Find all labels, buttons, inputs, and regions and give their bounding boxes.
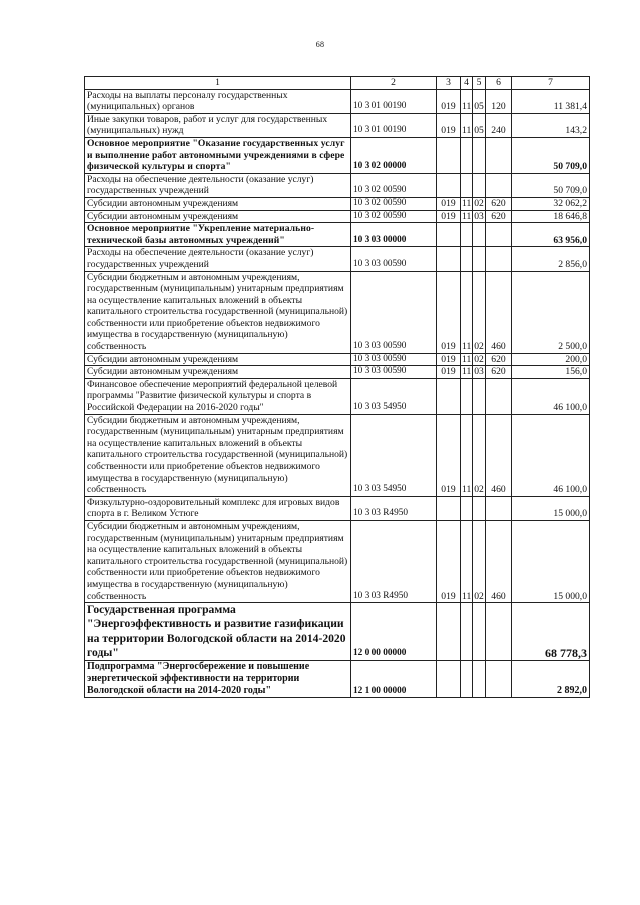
row-col-4: 11 — [462, 353, 472, 365]
row-col-6: 120 — [486, 89, 512, 113]
row-col-3 — [437, 660, 461, 697]
row-col-4: 11 — [462, 366, 472, 378]
row-col-4 — [461, 378, 473, 414]
row-amount: 63 956,0 — [512, 223, 590, 247]
row-label: Иные закупки товаров, работ и услуг для государственных (муниципальных) нужд — [85, 113, 351, 137]
row-col-6 — [486, 603, 512, 661]
row-col-3: 019 — [437, 520, 461, 602]
row-col-5 — [473, 378, 486, 414]
row-col-4: 11 — [461, 520, 473, 602]
row-amount: 46 100,0 — [512, 378, 590, 414]
table-row — [85, 414, 590, 496]
row-code: 10 3 02 00000 — [351, 137, 437, 173]
row-code: 12 1 00 00000 — [351, 660, 437, 697]
row-col-6 — [486, 173, 512, 197]
table-row — [85, 137, 590, 173]
row-col-6 — [486, 496, 512, 520]
row-amount: 50 709,0 — [512, 173, 590, 197]
row-label: Субсидии бюджетным и автономным учреждениям, государственным (муниципальным) унитарным предприятиям на осуществление капитальных вложений в объекты капитального строительства государственной (муниципальной) собственности или приобретение объектов недвижимого имущества в государственную (муниципальную) собственность — [85, 271, 351, 353]
row-code: 10 3 03 R4950 — [351, 520, 437, 602]
row-label: Субсидии бюджетным и автономным учреждениям, государственным (муниципальным) унитарным предприятиям на осуществление капитальных вложений в объекты капитального строительства государственной (муниципальной) собственности или приобретение объектов недвижимого имущества в государственную (муниципальную) собственность — [85, 520, 351, 602]
row-code: 10 3 02 00590 — [351, 197, 437, 210]
header-col-6: 6 — [486, 77, 512, 90]
row-col-6: 620 — [486, 366, 512, 379]
table-row — [85, 247, 590, 271]
row-amount: 18 646,8 — [512, 210, 590, 223]
row-amount: 32 062,2 — [512, 197, 590, 210]
row-col-6: 460 — [486, 414, 512, 496]
header-col-1: 1 — [85, 77, 351, 90]
row-code: 10 3 01 00190 — [351, 113, 437, 137]
row-col-5 — [473, 496, 486, 520]
row-col-5 — [473, 660, 486, 697]
row-amount: 2 500,0 — [512, 271, 590, 353]
row-code: 10 3 03 00590 — [351, 366, 437, 379]
row-amount: 15 000,0 — [512, 520, 590, 602]
budget-table — [84, 76, 590, 698]
row-label: Расходы на обеспечение деятельности (оказание услуг) государственных учреждений — [85, 247, 351, 271]
row-label: Финансовое обеспечение мероприятий федеральной целевой программы "Развитие физической культуры и спорта в Российской Федерации на 2016-2020 годы" — [85, 378, 351, 414]
row-amount: 156,0 — [512, 366, 590, 379]
table-row — [85, 353, 590, 366]
row-col-4: 11 — [462, 210, 472, 222]
row-col-5: 03 — [474, 210, 484, 222]
row-col-3 — [437, 496, 461, 520]
table-row — [85, 496, 590, 520]
row-col-6 — [486, 378, 512, 414]
row-label: Субсидии автономным учреждениям — [85, 353, 351, 366]
row-col-4: 11 — [461, 271, 473, 353]
table-row — [85, 113, 590, 137]
row-col-4 — [461, 247, 473, 271]
row-amount: 46 100,0 — [512, 414, 590, 496]
row-col-6: 460 — [486, 271, 512, 353]
row-col-3: 019 — [437, 113, 461, 137]
row-col-6 — [486, 247, 512, 271]
row-code: 10 3 02 00590 — [351, 173, 437, 197]
row-amount: 200,0 — [512, 353, 590, 366]
header-col-4: 4 — [461, 77, 473, 90]
row-col-6: 620 — [486, 197, 512, 210]
row-col-6: 460 — [486, 520, 512, 602]
row-col-4 — [461, 496, 473, 520]
header-col-5: 5 — [473, 77, 486, 90]
row-col-5 — [473, 137, 486, 173]
table-row — [85, 520, 590, 602]
row-col-3 — [437, 223, 461, 247]
table-row — [85, 223, 590, 247]
row-col-4 — [461, 223, 473, 247]
row-col-5: 05 — [473, 113, 486, 137]
row-code: 10 3 03 00590 — [351, 247, 437, 271]
row-code: 10 3 01 00190 — [351, 89, 437, 113]
row-col-6: 240 — [486, 113, 512, 137]
row-col-5 — [473, 173, 486, 197]
row-code: 10 3 03 00000 — [351, 223, 437, 247]
row-amount: 2 892,0 — [512, 660, 590, 697]
row-label: Физкультурно-оздоровительный комплекс для игровых видов спорта в г. Великом Устюге — [85, 496, 351, 520]
table-row — [85, 366, 590, 379]
row-label: Расходы на выплаты персоналу государственных (муниципальных) органов — [85, 89, 351, 113]
table-row — [85, 271, 590, 353]
row-col-3 — [437, 137, 461, 173]
row-label: Субсидии автономным учреждениям — [85, 197, 351, 210]
row-col-4: 11 — [461, 89, 473, 113]
row-col-3: 019 — [437, 210, 461, 223]
row-code: 10 3 03 54950 — [351, 378, 437, 414]
table-row — [85, 378, 590, 414]
table-row — [85, 173, 590, 197]
row-col-4: 11 — [462, 197, 472, 209]
page-number: 68 — [315, 40, 325, 49]
row-col-5: 02 — [473, 271, 486, 353]
row-col-5: 02 — [473, 414, 486, 496]
row-amount: 143,2 — [512, 113, 590, 137]
row-label: Субсидии автономным учреждениям — [85, 366, 351, 379]
row-col-6: 620 — [486, 210, 512, 223]
table-header-row — [85, 77, 590, 90]
row-col-5: 02 — [474, 197, 484, 209]
row-col-3: 019 — [437, 89, 461, 113]
row-code: 10 3 03 54950 — [351, 414, 437, 496]
row-code: 10 3 03 00590 — [351, 353, 437, 366]
row-amount: 15 000,0 — [512, 496, 590, 520]
row-amount: 11 381,4 — [512, 89, 590, 113]
table-row — [85, 89, 590, 113]
table-row — [85, 603, 590, 661]
row-col-5: 02 — [473, 520, 486, 602]
row-amount: 68 778,3 — [512, 603, 590, 661]
row-amount: 50 709,0 — [512, 137, 590, 173]
row-col-5: 02 — [474, 353, 484, 365]
row-col-3: 019 — [437, 271, 461, 353]
row-label: Субсидии автономным учреждениям — [85, 210, 351, 223]
row-col-5 — [473, 247, 486, 271]
row-col-5: 03 — [474, 366, 484, 378]
row-col-5 — [473, 603, 486, 661]
row-col-4 — [461, 173, 473, 197]
header-col-7: 7 — [512, 77, 590, 90]
row-col-3: 019 — [437, 353, 461, 366]
row-code: 10 3 03 R4950 — [351, 496, 437, 520]
row-code: 10 3 03 00590 — [351, 271, 437, 353]
row-label: Субсидии бюджетным и автономным учреждениям, государственным (муниципальным) унитарным предприятиям на осуществление капитальных вложений в объекты капитального строительства государственной (муниципальной) собственности или приобретение объектов недвижимого имущества в государственную (муниципальную) собственность — [85, 414, 351, 496]
row-col-3 — [437, 173, 461, 197]
row-col-4 — [461, 603, 473, 661]
row-col-3: 019 — [437, 197, 461, 210]
row-col-4 — [461, 137, 473, 173]
row-col-4: 11 — [461, 113, 473, 137]
row-col-5: 05 — [473, 89, 486, 113]
header-col-2: 2 — [351, 77, 437, 90]
row-label: Основное мероприятие "Укрепление материально-технической базы автономных учреждений" — [85, 223, 351, 247]
row-col-3: 019 — [437, 366, 461, 379]
row-label: Основное мероприятие "Оказание государственных услуг и выполнение работ автономными учреждениями в сфере физической культуры и спорта" — [85, 137, 351, 173]
row-col-4: 11 — [461, 414, 473, 496]
row-label: Расходы на обеспечение деятельности (оказание услуг) государственных учреждений — [85, 173, 351, 197]
table-row — [85, 210, 590, 223]
row-label: Подпрограмма "Энергосбережение и повышение энергетической эффективности на территории Вологодской области на 2014-2020 годы" — [85, 660, 351, 697]
row-col-3 — [437, 378, 461, 414]
table-row — [85, 660, 590, 697]
row-col-6 — [486, 137, 512, 173]
row-col-3: 019 — [437, 414, 461, 496]
table-row — [85, 197, 590, 210]
row-col-3 — [437, 247, 461, 271]
row-col-4 — [461, 660, 473, 697]
row-amount: 2 856,0 — [512, 247, 590, 271]
row-code: 10 3 02 00590 — [351, 210, 437, 223]
row-col-6: 620 — [486, 353, 512, 366]
row-col-6 — [486, 223, 512, 247]
row-col-3 — [437, 603, 461, 661]
row-label: Государственная программа "Энергоэффективность и развитие газификации на территории Вологодской области на 2014-2020 годы" — [85, 603, 351, 661]
row-col-6 — [486, 660, 512, 697]
row-code: 12 0 00 00000 — [351, 603, 437, 661]
header-col-3: 3 — [437, 77, 461, 90]
row-col-5 — [473, 223, 486, 247]
